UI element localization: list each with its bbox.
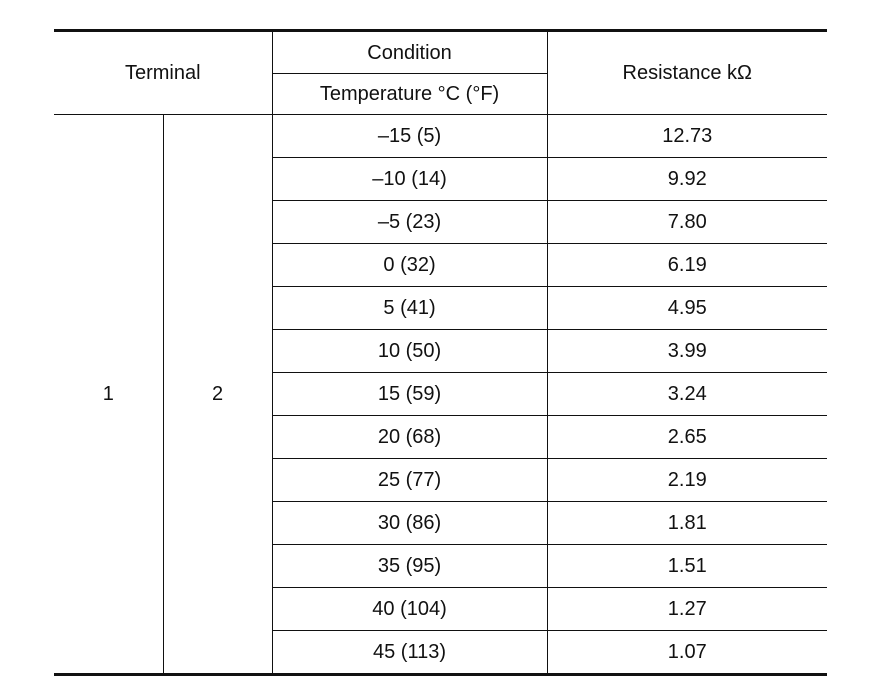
resistance-cell: 7.80 <box>547 201 827 244</box>
resistance-cell: 12.73 <box>547 115 827 158</box>
temperature-cell: 25 (77) <box>272 459 547 502</box>
resistance-cell: 9.92 <box>547 158 827 201</box>
resistance-cell: 2.65 <box>547 416 827 459</box>
resistance-cell: 3.24 <box>547 373 827 416</box>
temperature-cell: –15 (5) <box>272 115 547 158</box>
resistance-cell: 4.95 <box>547 287 827 330</box>
temperature-cell: –10 (14) <box>272 158 547 201</box>
resistance-cell: 1.07 <box>667 641 707 663</box>
resistance-cell: 2.19 <box>547 459 827 502</box>
resistance-header: Resistance kΩ <box>547 31 827 115</box>
table-row <box>54 115 827 158</box>
condition-header: Condition <box>272 31 547 74</box>
table-body <box>54 115 827 675</box>
terminal-header: Terminal <box>54 31 272 115</box>
temperature-cell: 35 (95) <box>272 545 547 588</box>
resistance-cell: 1.81 <box>547 502 827 545</box>
temperature-cell: 0 (32) <box>272 244 547 287</box>
resistance-table <box>54 29 827 676</box>
resistance-cell: 1.51 <box>547 545 827 588</box>
terminal-1-cell: 1 <box>54 115 163 675</box>
temperature-cell: 30 (86) <box>272 502 547 545</box>
temperature-cell: 10 (50) <box>272 330 547 373</box>
resistance-cell: 3.99 <box>547 330 827 373</box>
temperature-cell: 20 (68) <box>272 416 547 459</box>
resistance-cell: 6.19 <box>547 244 827 287</box>
temperature-cell: –5 (23) <box>272 201 547 244</box>
terminal-2-cell: 2 <box>163 115 272 675</box>
resistance-cell: 1.27 <box>547 588 827 631</box>
temperature-header: Temperature °C (°F) <box>272 74 547 115</box>
temperature-cell: 5 (41) <box>272 287 547 330</box>
temperature-cell: 45 (113) <box>272 631 547 675</box>
temperature-cell: 15 (59) <box>272 373 547 416</box>
temperature-cell: 40 (104) <box>272 588 547 631</box>
